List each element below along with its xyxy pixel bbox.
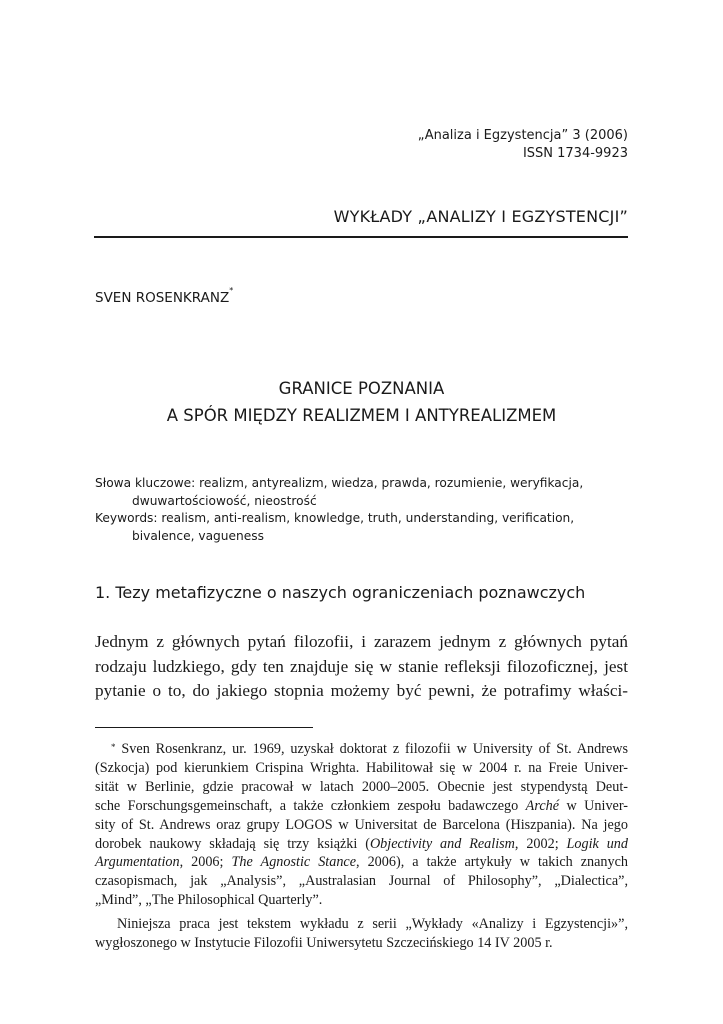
keywords-pl-line-2: dwuwartościowość, nieostrość bbox=[132, 493, 317, 508]
footnote-line: Niniejsza praca jest tekstem wykładu z serii „Wykłady «Analizy i Egzystencji»”, bbox=[117, 916, 628, 933]
footnote-line: * Sven Rosenkranz, ur. 1969, uzyskał doktorat z filozofii w University of St. Andrews bbox=[111, 741, 629, 757]
footnote-line: (Szkocja) pod kierunkiem Crispina Wrighta. Habilitował się w 2004 r. na Freie Univer- bbox=[95, 759, 628, 776]
keywords-pl-line-1: Słowa kluczowe: realizm, antyrealizm, wiedza, prawda, rozumienie, weryfikacja, bbox=[95, 476, 584, 490]
journal-citation: „Analiza i Egzystencja” 3 (2006) bbox=[417, 128, 628, 143]
footnote-line: dorobek naukowy składają się trzy książki (Objectivity and Realism, 2002; Logik und bbox=[95, 835, 628, 852]
footnote-line: „Mind”, „The Philosophical Quarterly”. bbox=[95, 892, 323, 909]
footnote-line: czasopismach, jak „Analysis”, „Australasian Journal of Philosophy”, „Dialectica”, bbox=[95, 873, 628, 890]
body-line: pytanie o to, do jakiego stopnia możemy być pewni, że potrafimy właści- bbox=[95, 681, 628, 700]
body-text bbox=[95, 630, 628, 704]
section-heading: 1. Tezy metafizyczne o naszych ograniczeniach poznawczych bbox=[95, 583, 586, 602]
footnote bbox=[95, 740, 628, 953]
footnote-rule bbox=[95, 727, 313, 728]
keywords-en-line-2: bivalence, vagueness bbox=[132, 528, 264, 543]
keywords-block bbox=[95, 475, 635, 545]
journal-issn: ISSN 1734-9923 bbox=[522, 146, 628, 161]
footnote-line: wygłoszonego w Instytucie Filozofii Uniwersytetu Szczecińskiego 14 IV 2005 r. bbox=[95, 935, 553, 952]
footnote-mark: * bbox=[111, 742, 116, 752]
journal-info bbox=[418, 127, 628, 163]
author-name: SVEN ROSENKRANZ bbox=[95, 290, 230, 306]
footnote-line: sche Forschungsgemeinschaft, a także członkiem zespołu badawczego Arché w Univer- bbox=[95, 797, 628, 814]
article-title bbox=[0, 375, 723, 429]
title-line-2: A SPÓR MIĘDZY REALIZMEM I ANTYREALIZMEM bbox=[166, 406, 557, 425]
keywords-en-line-1: Keywords: realism, anti-realism, knowledge, truth, understanding, verification, bbox=[95, 511, 575, 525]
author-footnote-mark: * bbox=[229, 286, 234, 295]
title-line-1: GRANICE POZNANIA bbox=[278, 379, 445, 398]
footnote-line: sität w Berlinie, gdzie pracował w latach 2000–2005. Obecnie jest stypendystą Deut- bbox=[95, 778, 628, 795]
footnote-line: sity of St. Andrews oraz grupy LOGOS w Universitat de Barcelona (Hiszpania). Na jego bbox=[95, 816, 628, 833]
body-line: rodzaju ludzkiego, gdy ten znajduje się w stanie refleksji filozoficznej, jest bbox=[95, 656, 628, 676]
author bbox=[95, 286, 234, 306]
body-line: Jednym z głównych pytań filozofii, i zarazem jednym z głównych pytań bbox=[95, 632, 628, 651]
footnote-line: Argumentation, 2006; The Agnostic Stance, 2006), a także artykuły w takich znanych bbox=[95, 854, 629, 871]
section-rule bbox=[94, 236, 628, 238]
section-title: WYKŁADY „ANALIZY I EGZYSTENCJI” bbox=[333, 207, 628, 226]
